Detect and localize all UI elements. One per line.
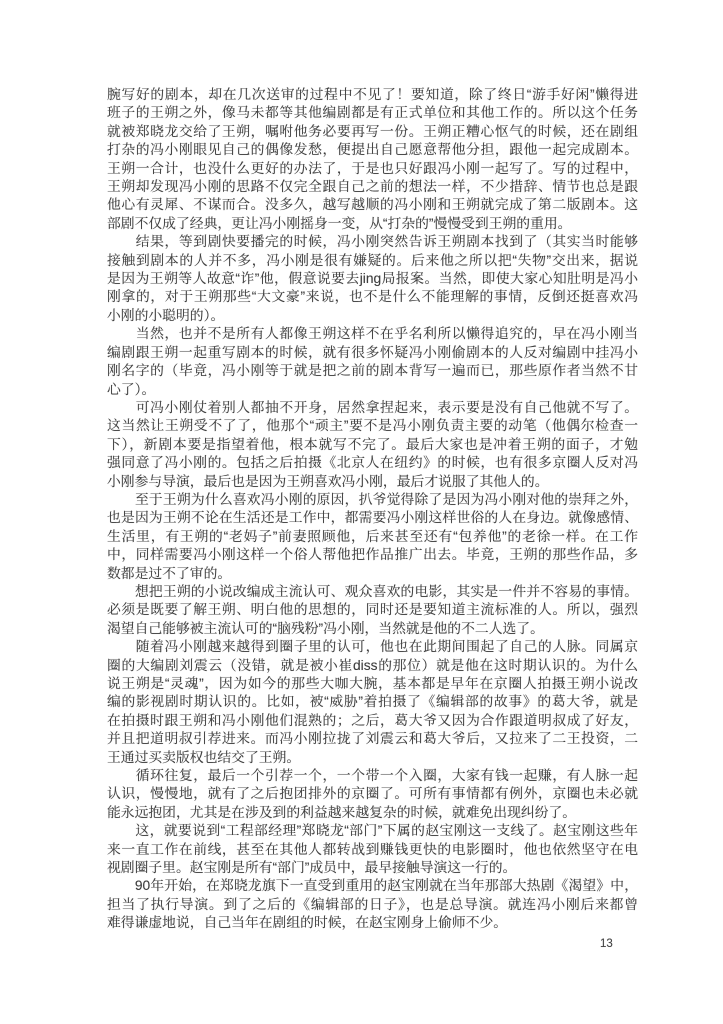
text-line: 他心有灵犀、不谋而合。没多久，越写越顺的冯小刚和王朔就完成了第二版剧本。这 bbox=[107, 197, 638, 213]
text-line: 说王朔是“灵魂”，因为如今的那些大咖大腕，基本都是早年在京圈人拍摄王朔小说改 bbox=[107, 676, 638, 691]
text-line: 小刚的小聪明的）。 bbox=[107, 307, 225, 323]
text-line: 编剧跟王朔一起重写剧本的时候，就有很多怀疑冯小刚偷剧本的人反对编剧中挂冯小 bbox=[107, 344, 638, 360]
text-line: 班子的王朔之外，像马未都等其他编剧都是有正式单位和其他工作的。所以这个任务 bbox=[107, 105, 638, 121]
text-line: 编的影视剧时期认识的。比如，被“威胁”着拍摄了《编辑部的故事》的葛大爷，就是 bbox=[107, 694, 638, 710]
text-line: 可冯小刚仗着别人都抽不开身，居然拿捏起来，表示要是没有自己他就不写了。 bbox=[107, 399, 638, 415]
text-line: 强同意了冯小刚的。包括之后拍摄《北京人在纽约》的时候，也有很多京圈人反对冯 bbox=[107, 455, 638, 471]
text-line: 难得谦虚地说，自己当年在剧组的时候，在赵宝刚身上偷师不少。 bbox=[107, 915, 508, 931]
text-line: 至于王朔为什么喜欢冯小刚的原因，扒爷觉得除了是因为冯小刚对他的崇拜之外， bbox=[107, 491, 638, 507]
text-line: 圈的大编剧刘震云（没错，就是被小崔diss的那位）就是他在这时期认识的。为什么 bbox=[107, 657, 638, 673]
text-line: 想把王朔的小说改编成主流认可、观众喜欢的电影，其实是一件并不容易的事情。 bbox=[107, 583, 638, 599]
page-number: 13 bbox=[600, 938, 613, 950]
paragraph bbox=[107, 767, 638, 822]
text-line: 刚拿的，对于王朔那些“大文豪”来说，也不是什么不能理解的事情，反倒还挺喜欢冯 bbox=[107, 289, 638, 305]
paragraph bbox=[107, 638, 638, 767]
text-line: 来一直工作在前线，甚至在其他人都转战到赚钱更快的电影圈时，他也依然坚守在电 bbox=[107, 841, 638, 857]
text-line: 接触到剧本的人并不多，冯小刚是很有嫌疑的。后来他之所以把“失物”交出来，据说 bbox=[107, 252, 638, 268]
paragraph bbox=[107, 491, 638, 583]
text-line: 必须是既要了解王朔、明白他的思想的，同时还是要知道主流标准的人。所以，强烈 bbox=[107, 602, 638, 618]
paragraph bbox=[107, 86, 638, 233]
text-line: 当然，也并不是所有人都像王朔这样不在乎名利所以懒得追究的，早在冯小刚当 bbox=[107, 326, 638, 342]
paragraph bbox=[107, 325, 638, 399]
text-line: 王朔一合计，也没什么更好的办法了，于是也只好跟冯小刚一起写了。写的过程中， bbox=[107, 160, 638, 176]
text-line: 下），新剧本要是指望着他，根本就写不完了。最后大家也是冲着王朔的面子，才勉 bbox=[107, 436, 638, 452]
text-line: 随着冯小刚越来越得到圈子里的认可，他也在此期间围起了自己的人脉。同属京 bbox=[107, 639, 638, 655]
text-line: 视剧圈子里。赵宝刚是所有“部门”成员中，最早接触导演这一行的。 bbox=[107, 860, 517, 876]
text-line: 在拍摄时跟王朔和冯小刚他们混熟的；之后，葛大爷又因为合作跟道明叔成了好友， bbox=[107, 712, 638, 728]
text-line: 是因为王朔等人故意“诈”他，假意说要去jing局报案。当然，即使大家心知肚明是冯小 bbox=[107, 271, 638, 287]
text-line: 就被郑晓龙交给了王朔，嘱咐他务必要再写一份。王朔正糟心怄气的时候，还在剧组 bbox=[107, 123, 638, 139]
text-line: 数都是过不了审的。 bbox=[107, 565, 232, 581]
text-line: 循环往复，最后一个引荐一个，一个带一个入圈，大家有钱一起赚，有人脉一起 bbox=[107, 768, 638, 784]
text-line: 能永远抱团，尤其是在涉及到的利益越来越复杂的时候，就难免出现纠纷了。 bbox=[107, 804, 577, 820]
text-line: 腕写好的剧本，却在几次送审的过程中不见了！要知道，除了终日“游手好闲”懒得进 bbox=[107, 87, 638, 102]
text-line: 认识，慢慢地，就有了之后抱团排外的京圈了。可所有事情都有例外，京圈也未必就 bbox=[107, 786, 638, 802]
text-line: 并且把道明叔引荐进来。而冯小刚拉拢了刘震云和葛大爷后，又拉来了二王投资，二 bbox=[107, 731, 638, 747]
paragraph bbox=[107, 583, 638, 638]
text-line: 打杂的冯小刚眼见自己的偶像发愁，便提出自己愿意帮他分担，跟他一起完成剧本。 bbox=[107, 142, 638, 158]
text-line: 生活里，有王朔的“老妈子”前妻照顾他，后来甚至还有“包养他”的老徐一样。在工作 bbox=[107, 528, 638, 544]
text-line: 小刚参与导演，最后也是因为王朔喜欢冯小刚，最后才说服了其他人的。 bbox=[107, 473, 549, 489]
article-text bbox=[107, 86, 638, 933]
text-line: 90年开始，在郑晓龙旗下一直受到重用的赵宝刚就在当年那部大热剧《渴望》中， bbox=[107, 878, 638, 894]
text-line: 刚名字的（毕竟，冯小刚等于就是把之前的剧本背写一遍而已，那些原作者当然不甘 bbox=[107, 363, 638, 379]
paragraph bbox=[107, 233, 638, 325]
text-line: 这当然让王朔受不了了，他那个“顽主”要不是冯小刚负责主要的动笔（他偶尔检查一 bbox=[107, 418, 638, 434]
text-line: 心了）。 bbox=[107, 381, 156, 397]
text-line: 中，同样需要冯小刚这样一个俗人帮他把作品推广出去。毕竟，王朔的那些作品，多 bbox=[107, 547, 638, 563]
text-line: 这，就要说到“工程部经理”郑晓龙“部门”下属的赵宝刚这一支线了。赵宝刚这些年 bbox=[107, 823, 638, 839]
paragraph bbox=[107, 877, 638, 932]
paragraph bbox=[107, 399, 638, 491]
text-line: 结果，等到剧快要播完的时候，冯小刚突然告诉王朔剧本找到了（其实当时能够 bbox=[107, 234, 638, 250]
text-line: 渴望自己能够被主流认可的“脑残粉”冯小刚，当然就是他的不二人选了。 bbox=[107, 620, 544, 636]
text-line: 担当了执行导演。到了之后的《编辑部的日子》，也是总导演。就连冯小刚后来都曾 bbox=[107, 896, 638, 912]
paragraph bbox=[107, 822, 638, 877]
text-line: 王朔却发现冯小刚的思路不仅完全跟自己之前的想法一样，不少措辞、情节也总是跟 bbox=[107, 179, 638, 195]
text-line: 部剧不仅成了经典，更让冯小刚摇身一变，从“打杂的”慢慢受到王朔的重用。 bbox=[107, 215, 572, 231]
text-line: 也是因为王朔不论在生活还是工作中，都需要冯小刚这样世俗的人在身边。就像感情、 bbox=[107, 510, 638, 526]
text-line: 王通过买卖版权也结交了王朔。 bbox=[107, 749, 301, 765]
